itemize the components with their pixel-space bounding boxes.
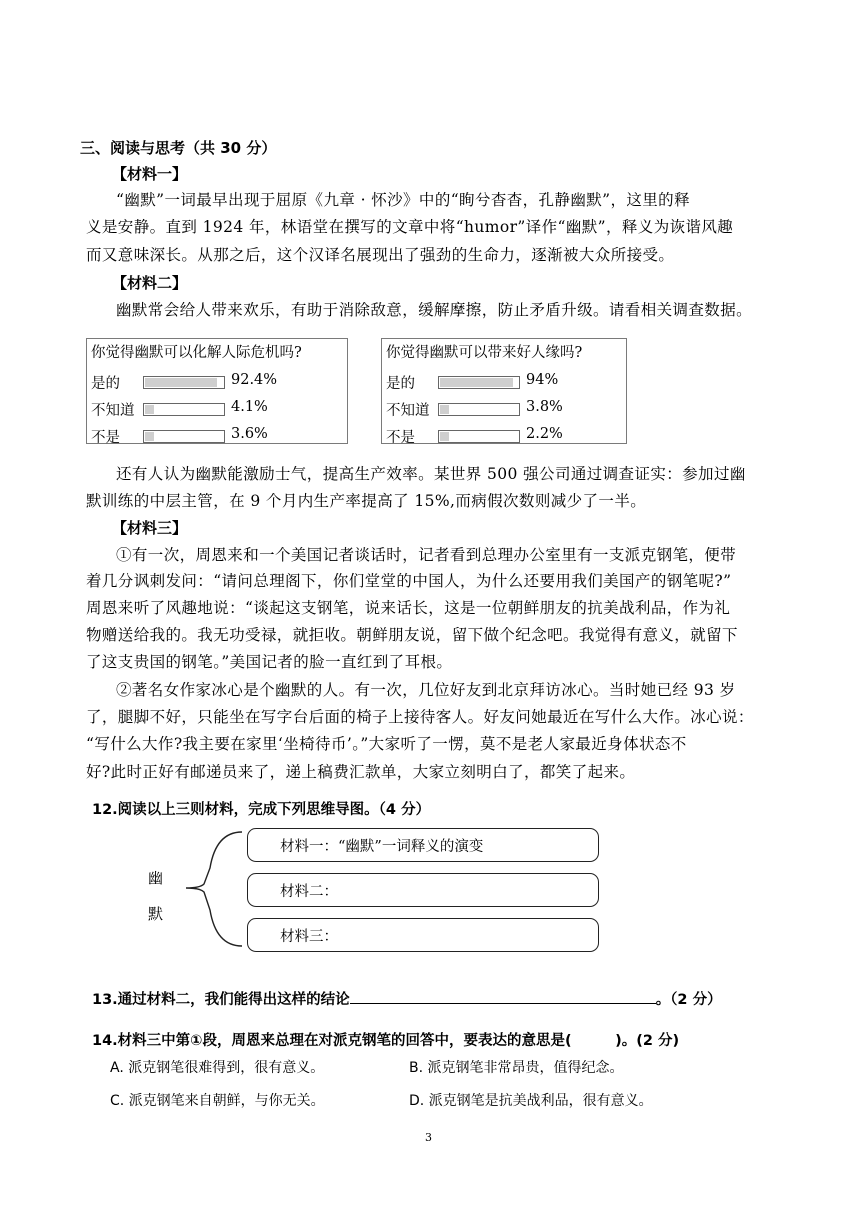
question-12: 12.阅读以上三则材料，完成下列思维导图。（4 分） bbox=[92, 802, 431, 818]
survey-row bbox=[386, 399, 626, 419]
survey-bar-fill bbox=[440, 432, 449, 441]
material1-heading: 【材料一】 bbox=[112, 165, 188, 183]
answer-blank[interactable] bbox=[350, 988, 656, 1004]
survey-bar bbox=[438, 403, 520, 416]
survey-row bbox=[91, 372, 331, 392]
option-c[interactable] bbox=[110, 1090, 325, 1110]
survey-row bbox=[91, 399, 331, 419]
option-a[interactable] bbox=[110, 1057, 324, 1077]
mindmap-box-label: 材料二： bbox=[280, 884, 338, 900]
survey-row bbox=[386, 372, 626, 392]
survey-bar-fill bbox=[145, 405, 154, 414]
mindmap-box-material1 bbox=[247, 828, 599, 862]
survey-percent: 3.8% bbox=[526, 399, 563, 415]
survey-label: 是的 bbox=[91, 376, 120, 392]
option-text: 派克钢笔是抗美战利品，很有意义。 bbox=[428, 1093, 653, 1109]
question-13 bbox=[92, 988, 722, 1009]
survey-bar bbox=[143, 403, 225, 416]
mindmap-box-material2[interactable] bbox=[247, 873, 599, 907]
material1-line: 而又意味深长。从那之后，这个汉译名展现出了强劲的生命力，逐渐被大众所接受。 bbox=[86, 246, 675, 264]
material2-intro: 幽默常会给人带来欢乐，有助于消除敌意，缓解摩擦，防止矛盾升级。请看相关调查数据。 bbox=[116, 301, 753, 319]
survey-question: 你觉得幽默可以化解人际危机吗? bbox=[91, 345, 302, 361]
survey-label: 不知道 bbox=[386, 403, 430, 419]
question-13-prompt: 13.通过材料二，我们能得出这样的结论 bbox=[92, 992, 350, 1008]
survey-percent: 3.6% bbox=[231, 426, 268, 442]
survey-label: 不是 bbox=[386, 430, 415, 446]
material3-p2-line: “写什么大作?我主要在家里‘坐椅待币’。”大家听了一愣，莫不是老人家最近身体状态不 bbox=[86, 735, 687, 753]
survey-percent: 4.1% bbox=[231, 399, 268, 415]
survey-bar bbox=[143, 376, 225, 389]
mindmap-box-label: 材料一：“幽默”一词释义的演变 bbox=[280, 839, 484, 855]
material3-p2-line: 了，腿脚不好，只能坐在写字台后面的椅子上接待客人。好友问她最近在写什么大作。冰心说： bbox=[86, 708, 754, 726]
material3-p1-line: 了这支贵国的钢笔。”美国记者的脸一直红到了耳根。 bbox=[86, 653, 453, 671]
question-13-score: 。（2 分） bbox=[655, 992, 722, 1008]
option-key: A. bbox=[110, 1060, 124, 1076]
option-b[interactable] bbox=[409, 1057, 624, 1077]
material2-heading: 【材料二】 bbox=[112, 274, 188, 292]
survey-bar bbox=[143, 430, 225, 443]
survey-box-2 bbox=[381, 338, 627, 444]
mindmap-box-material3[interactable] bbox=[247, 918, 599, 952]
material2-after-line: 默训练的中层主管，在 9 个月内生产率提高了 15%,而病假次数则减少了一半。 bbox=[86, 492, 647, 510]
material3-p1-line: ①有一次，周恩来和一个美国记者谈话时，记者看到总理办公室里有一支派克钢笔，便带 bbox=[116, 546, 737, 564]
survey-question: 你觉得幽默可以带来好人缘吗? bbox=[386, 345, 583, 361]
option-text: 派克钢笔非常昂贵，值得纪念。 bbox=[427, 1060, 624, 1076]
survey-box-1 bbox=[86, 338, 348, 444]
material1-line: 义是安静。直到 1924 年，林语堂在撰写的文章中将“humor”译作“幽默”，释义为诙谐风趣 bbox=[86, 218, 734, 236]
survey-bar-fill bbox=[145, 378, 217, 387]
material3-heading: 【材料三】 bbox=[112, 519, 188, 537]
page-number: 3 bbox=[425, 1131, 432, 1144]
survey-percent: 92.4% bbox=[231, 372, 278, 388]
material1-line: “幽默”一词最早出现于屈原《九章 · 怀沙》中的“眴兮杳杳，孔静幽默”，这里的释 bbox=[116, 191, 690, 209]
mindmap-root-char: 幽 bbox=[148, 869, 164, 887]
survey-row bbox=[386, 426, 626, 446]
option-key: C. bbox=[110, 1093, 125, 1109]
mindmap-box-label: 材料三： bbox=[280, 929, 338, 945]
option-text: 派克钢笔来自朝鲜，与你无关。 bbox=[128, 1093, 325, 1109]
survey-percent: 94% bbox=[526, 372, 559, 388]
option-key: D. bbox=[409, 1093, 425, 1109]
survey-bar bbox=[438, 376, 520, 389]
question-14: 14.材料三中第①段，周恩来总理在对派克钢笔的回答中，要表达的意思是( )。(2 分) bbox=[92, 1033, 680, 1049]
option-d[interactable] bbox=[409, 1090, 653, 1110]
survey-percent: 2.2% bbox=[526, 426, 563, 442]
material3-p2-line: ②著名女作家冰心是个幽默的人。有一次，几位好友到北京拜访冰心。当时她已经 93 岁 bbox=[116, 681, 736, 699]
survey-label: 是的 bbox=[386, 376, 415, 392]
survey-bar-fill bbox=[440, 405, 449, 414]
material3-p1-line: 物赠送给我的。我无功受禄，就拒收。朝鲜朋友说，留下做个纪念吧。我觉得有意义，就留下 bbox=[86, 626, 738, 644]
survey-bar-fill bbox=[440, 378, 513, 387]
section-title: 三、阅读与思考（共 30 分） bbox=[80, 139, 277, 157]
material3-p1-line: 周恩来听了风趣地说：“谈起这支钢笔，说来话长，这是一位朝鲜朋友的抗美战利品，作为礼 bbox=[86, 599, 731, 617]
material2-after-line: 还有人认为幽默能激励士气，提高生产效率。某世界 500 强公司通过调查证实：参加过幽 bbox=[116, 465, 746, 483]
material3-p2-line: 好?此时正好有邮递员来了，递上稿费汇款单，大家立刻明白了，都笑了起来。 bbox=[86, 763, 636, 781]
survey-bar bbox=[438, 430, 520, 443]
material3-p1-line: 着几分讽刺发问：“请问总理阁下，你们堂堂的中国人，为什么还要用我们美国产的钢笔呢?” bbox=[86, 572, 732, 590]
survey-row bbox=[91, 426, 331, 446]
option-text: 派克钢笔很难得到，很有意义。 bbox=[128, 1060, 325, 1076]
survey-label: 不知道 bbox=[91, 403, 135, 419]
survey-label: 不是 bbox=[91, 430, 120, 446]
survey-bar-fill bbox=[145, 432, 154, 441]
mindmap-root-char: 默 bbox=[148, 905, 164, 923]
option-key: B. bbox=[409, 1060, 424, 1076]
